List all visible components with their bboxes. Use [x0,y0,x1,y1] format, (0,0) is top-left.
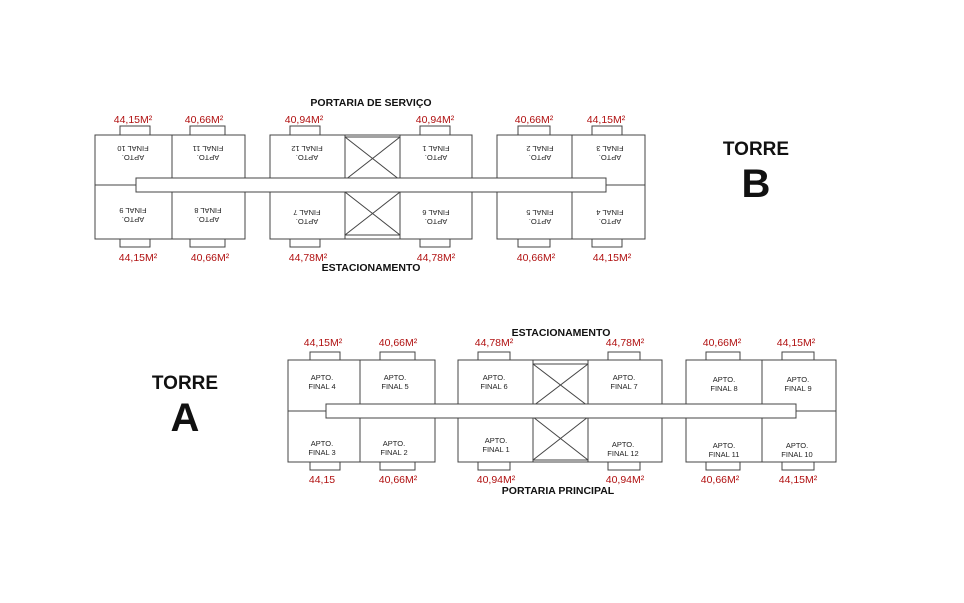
tower-a-portaria-label: PORTARIA PRINCIPAL [501,485,615,497]
tower-a-title-text: TORRE [151,373,219,394]
unit-label [308,373,335,391]
unit-label [596,208,623,226]
unit-area: 40,66M² [378,474,418,486]
unit-final: FINAL 2 [526,144,554,153]
unit-apto: APTO. [484,436,508,445]
unit-apto: APTO. [121,215,145,224]
unit-label [380,439,407,457]
unit-area: 44,15 [308,474,336,486]
unit-label [422,144,449,162]
unit-label [193,144,224,162]
unit-label [610,373,637,391]
unit-area: 40,94M² [284,114,324,126]
unit-final: FINAL 3 [596,144,624,153]
unit-apto: APTO. [712,441,736,450]
unit-apto: APTO. [786,375,810,384]
tower-b-portaria-label: PORTARIA DE SERVIÇO [310,97,432,109]
tower-a-plan [288,352,836,470]
unit-final: FINAL 1 [422,144,450,153]
unit-final: FINAL 1 [482,445,510,454]
unit-apto: APTO. [382,439,406,448]
unit-area: 44,15M² [778,474,818,486]
unit-area: 40,66M² [190,252,230,264]
unit-final: FINAL 4 [308,382,336,391]
unit-label [596,144,623,162]
unit-final: FINAL 7 [610,382,638,391]
unit-label [710,375,737,393]
unit-apto: APTO. [611,440,635,449]
unit-final: FINAL 8 [194,206,222,215]
unit-label [480,373,507,391]
unit-final: FINAL 6 [422,208,450,217]
unit-area: 44,15M² [586,114,626,126]
tower-b-estacionamento-label: ESTACIONAMENTO [321,262,421,274]
unit-label [526,144,553,162]
unit-area: 44,78M² [288,252,328,264]
unit-final: FINAL 10 [117,144,149,153]
unit-label [119,206,146,224]
unit-label [607,440,638,458]
unit-apto: APTO. [196,153,220,162]
unit-final: FINAL 11 [708,450,740,459]
unit-apto: APTO. [310,439,334,448]
unit-apto: APTO. [598,217,622,226]
tower-b-letter: B [741,162,771,206]
unit-apto: APTO. [712,375,736,384]
unit-final: FINAL 8 [710,384,738,393]
unit-apto: APTO. [295,217,319,226]
tower-b-plan [95,126,645,247]
unit-apto: APTO. [295,153,319,162]
unit-area: 44,15M² [776,337,816,349]
unit-area: 44,15M² [303,337,343,349]
tower-b-title [723,139,789,207]
tower-a-title [152,373,218,441]
unit-area: 44,15M² [592,252,632,264]
unit-apto: APTO. [528,217,552,226]
unit-final: FINAL 9 [119,206,147,215]
unit-apto: APTO. [424,217,448,226]
unit-apto: APTO. [196,215,220,224]
unit-area: 44,78M² [416,252,456,264]
unit-final: FINAL 10 [781,450,813,459]
unit-area: 44,78M² [605,337,645,349]
unit-label [293,208,320,226]
unit-final: FINAL 6 [480,382,508,391]
unit-label [482,436,509,454]
unit-area: 44,78M² [474,337,514,349]
unit-area: 40,66M² [514,114,554,126]
unit-area: 40,94M² [476,474,516,486]
unit-final: FINAL 12 [607,449,639,458]
unit-final: FINAL 11 [192,144,224,153]
unit-area: 44,15M² [113,114,153,126]
unit-label [291,144,322,162]
unit-label [784,375,811,393]
tower-b-title-text: TORRE [722,139,790,160]
unit-apto: APTO. [383,373,407,382]
unit-apto: APTO. [598,153,622,162]
unit-area: 40,66M² [378,337,418,349]
unit-final: FINAL 4 [596,208,624,217]
unit-label [781,441,812,459]
unit-final: FINAL 7 [293,208,321,217]
unit-label [526,208,553,226]
unit-final: FINAL 12 [291,144,323,153]
unit-apto: APTO. [424,153,448,162]
unit-apto: APTO. [121,153,145,162]
unit-apto: APTO. [310,373,334,382]
unit-label [194,206,221,224]
unit-area: 40,66M² [702,337,742,349]
unit-final: FINAL 5 [381,382,409,391]
unit-area: 40,66M² [700,474,740,486]
unit-area: 44,15M² [118,252,158,264]
unit-label [117,144,148,162]
unit-apto: APTO. [528,153,552,162]
unit-final: FINAL 2 [380,448,408,457]
tower-a-estacionamento-label: ESTACIONAMENTO [511,327,611,339]
unit-label [709,441,740,459]
unit-apto: APTO. [785,441,809,450]
unit-label [308,439,335,457]
unit-area: 40,66M² [516,252,556,264]
tower-a-letter: A [170,396,200,440]
unit-apto: APTO. [482,373,506,382]
unit-area: 40,94M² [605,474,645,486]
unit-area: 40,66M² [184,114,224,126]
unit-label [422,208,449,226]
unit-apto: APTO. [612,373,636,382]
unit-label [381,373,408,391]
unit-area: 40,94M² [415,114,455,126]
unit-final: FINAL 3 [308,448,336,457]
unit-final: FINAL 5 [526,208,554,217]
unit-final: FINAL 9 [784,384,812,393]
